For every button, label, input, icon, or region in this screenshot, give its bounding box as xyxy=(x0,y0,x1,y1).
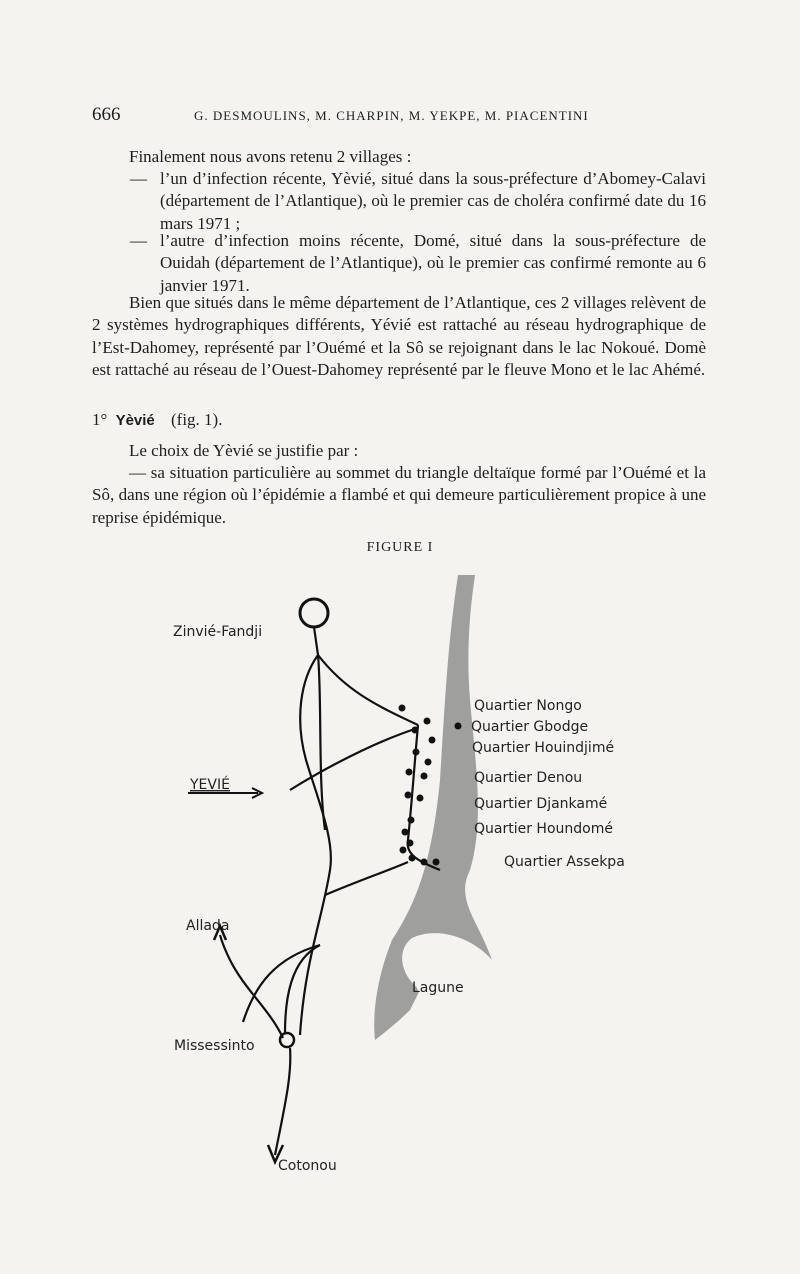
figure-title: FIGURE I xyxy=(366,540,434,555)
list-item-text: l’autre d’infection moins récente, Domé, situé dans la sous-préfecture de Ouidah (département de l’Atlantique), où le premier cas confirmé remonte au 6 janvier 1971. xyxy=(160,231,706,295)
missessinto-marker xyxy=(280,1033,294,1047)
label-lagune: Lagune xyxy=(412,980,464,996)
paragraph-intro: Finalement nous avons retenu 2 villages : xyxy=(129,147,412,166)
label-quartier-djankame: Quartier Djankamé xyxy=(474,796,608,812)
list-item xyxy=(130,168,706,235)
label-yevie: YEVIÉ xyxy=(190,777,230,793)
page-header xyxy=(92,104,712,128)
paragraph-choice: Le choix de Yèvié se justifie par : xyxy=(129,441,359,460)
label-quartier-denou: Quartier Denou xyxy=(474,770,583,786)
road-network xyxy=(220,627,440,1155)
village-map xyxy=(0,560,800,1200)
label-quartier-houndome: Quartier Houndomé xyxy=(474,821,613,837)
paragraph-hydrography: Bien que situés dans le même département de l’Atlantique, ces 2 villages relèvent de 2 systèmes hydrographiques différents, Yévié est rattaché au réseau hydrographique de l’Est-Dahomey, représenté par l’Ouémé et la Sô se rejoignant dans le lac Nokoué. Domè est rattaché au réseau de l’Ouest-Dahomey représenté par le fleuve Mono et le lac Ahémé. xyxy=(92,293,706,379)
label-missessinto: Missessinto xyxy=(174,1038,255,1054)
dash-mark: — xyxy=(130,169,147,188)
section-title: Yèvié xyxy=(115,412,155,429)
page-number: 666 xyxy=(92,104,121,125)
label-quartier-gbodge: Quartier Gbodge xyxy=(471,719,589,735)
section-number: 1° xyxy=(92,410,108,429)
running-head-authors: G. DESMOULINS, M. CHARPIN, M. YEKPE, M. PIACENTINI xyxy=(194,108,589,123)
list-item-text: l’un d’infection récente, Yèvié, situé dans la sous-préfecture d’Abomey-Calavi (département de l’Atlantique), où le premier cas de choléra confirmé date du 16 mars 1971 ; xyxy=(160,169,706,233)
paragraph-situation: — sa situation particulière au sommet du triangle deltaïque formé par l’Ouémé et la Sô, dans une région où l’épidémie a flambé et qui demeure particulièrement propice à une reprise épidémique. xyxy=(92,463,706,527)
label-cotonou: Cotonou xyxy=(278,1158,337,1174)
list-item xyxy=(130,230,706,297)
label-quartier-assekpa: Quartier Assekpa xyxy=(504,854,625,870)
label-quartier-nongo: Quartier Nongo xyxy=(474,698,582,714)
label-zinvie: Zinvié-Fandji xyxy=(173,624,263,640)
label-quartier-houindjime: Quartier Houindjimé xyxy=(472,740,615,756)
dash-mark: — xyxy=(130,231,147,250)
section-heading xyxy=(92,410,222,430)
figure-reference: (fig. 1). xyxy=(171,410,223,429)
label-allada: Allada xyxy=(186,918,230,934)
zinvie-marker xyxy=(300,599,328,627)
